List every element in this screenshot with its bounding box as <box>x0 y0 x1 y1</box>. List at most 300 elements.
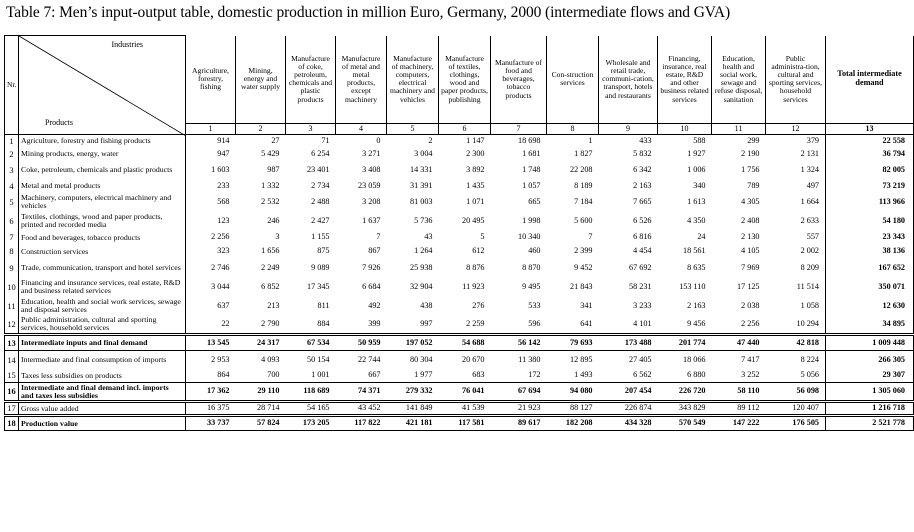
cell-value: 10 340 <box>517 232 541 242</box>
cell-value: 9 089 <box>311 262 330 272</box>
cell-value: 875 <box>317 246 330 256</box>
cell-value: 58 110 <box>712 383 766 402</box>
cell-value: 6 342 <box>633 164 652 174</box>
cell-value: 9 452 <box>574 262 593 272</box>
cell-value: 3 252 <box>741 370 760 380</box>
total-cell: 2 521 778 <box>826 416 914 431</box>
cell-value: 789 <box>747 180 760 190</box>
table-row <box>5 245 914 259</box>
cell-value: 884 <box>317 318 330 328</box>
cell-value: 557 <box>806 232 819 242</box>
total-cell: 36 794 <box>826 148 914 161</box>
column-number-12: 12 <box>766 124 826 135</box>
cell-value: 588 <box>693 135 706 145</box>
cell-value: 81 003 <box>409 196 433 206</box>
cell-value: 88 127 <box>547 402 599 416</box>
cell-value: 3 892 <box>466 164 485 174</box>
cell-value: 20 670 <box>439 351 491 370</box>
cell-value: 4 454 <box>633 246 652 256</box>
cell-value: 173 205 <box>286 416 336 431</box>
cell-value: 28 714 <box>236 402 286 416</box>
industries-label: Industries <box>111 40 143 49</box>
row-number: 3 <box>5 161 19 180</box>
cell-value: 568 <box>186 193 236 212</box>
row-number: 2 <box>5 148 19 161</box>
cell-value: 987 <box>267 164 280 174</box>
total-cell: 1 216 718 <box>826 402 914 416</box>
table-row <box>5 316 914 335</box>
cell-value: 4 105 <box>741 246 760 256</box>
cell-value: 27 405 <box>599 351 658 370</box>
column-header-13: Total intermediate demand <box>826 36 914 124</box>
nr-header: Nr. <box>5 36 19 135</box>
cell-value: 2 256 <box>741 318 760 328</box>
cell-value: 2 038 <box>741 300 760 310</box>
cell-value: 4 350 <box>687 215 706 225</box>
table-row <box>5 180 914 193</box>
cell-value: 8 189 <box>574 180 593 190</box>
column-number-3: 3 <box>286 124 336 135</box>
cell-value: 201 774 <box>658 335 712 351</box>
row-number: 6 <box>5 212 19 231</box>
cell-value: 434 328 <box>599 416 658 431</box>
cell-value: 16 375 <box>186 402 236 416</box>
cell-value: 1 998 <box>522 215 541 225</box>
column-number-7: 7 <box>491 124 547 135</box>
cell-value: 2 399 <box>574 246 593 256</box>
total-cell: 167 652 <box>826 259 914 278</box>
cell-value: 233 <box>186 180 236 193</box>
row-number: 17 <box>5 402 19 416</box>
cell-value: 7 926 <box>362 262 381 272</box>
row-number: 9 <box>5 259 19 278</box>
row-number: 13 <box>5 335 19 351</box>
cell-value: 6 684 <box>362 281 381 291</box>
cell-value: 42 818 <box>766 335 826 351</box>
column-header-7: Manufacture of food and beverages, tobacco products <box>491 36 547 124</box>
cell-value: 43 452 <box>336 402 387 416</box>
cell-value: 5 832 <box>633 148 652 158</box>
row-label: Intermediate and final consumption of imports <box>19 351 186 370</box>
cell-value: 3 208 <box>362 196 381 206</box>
cell-value: 1 493 <box>574 370 593 380</box>
cell-value: 3 044 <box>186 278 236 297</box>
cell-value: 54 165 <box>286 402 336 416</box>
cell-value: 18 066 <box>658 351 712 370</box>
column-header-12: Public administra-tion, cultural and sporting services, household services <box>766 36 826 124</box>
cell-value: 21 923 <box>491 402 547 416</box>
cell-value: 1 827 <box>574 148 593 158</box>
table-row <box>5 402 914 416</box>
cell-value: 18 698 <box>517 135 541 145</box>
cell-value: 5 056 <box>800 370 819 380</box>
cell-value: 2 953 <box>186 351 236 370</box>
cell-value: 120 407 <box>766 402 826 416</box>
cell-value: 570 549 <box>658 416 712 431</box>
cell-value: 276 <box>472 300 485 310</box>
cell-value: 6 816 <box>633 232 652 242</box>
cell-value: 7 <box>588 232 593 242</box>
cell-value: 197 052 <box>387 335 439 351</box>
column-number-5: 5 <box>387 124 439 135</box>
cell-value: 8 224 <box>766 351 826 370</box>
cell-value: 1 748 <box>522 164 541 174</box>
column-header-2: Mining, energy and water supply <box>236 36 286 124</box>
cell-value: 2 408 <box>741 215 760 225</box>
cell-value: 173 488 <box>599 335 658 351</box>
table-row <box>5 212 914 231</box>
cell-value: 340 <box>693 180 706 190</box>
row-number: 16 <box>5 383 19 402</box>
cell-value: 612 <box>472 246 485 256</box>
cell-value: 23 401 <box>306 164 330 174</box>
row-label: Trade, communication, transport and hotel services <box>19 259 186 278</box>
cell-value: 6 254 <box>311 148 330 158</box>
total-cell: 22 558 <box>826 135 914 148</box>
products-label: Products <box>45 118 73 128</box>
row-number: 10 <box>5 278 19 297</box>
table-row <box>5 383 914 402</box>
cell-value: 667 <box>368 370 381 380</box>
cell-value: 1 264 <box>414 246 433 256</box>
cell-value: 2 488 <box>311 196 330 206</box>
cell-value: 2 163 <box>687 300 706 310</box>
cell-value: 67 534 <box>286 335 336 351</box>
row-label: Gross value added <box>19 402 186 416</box>
cell-value: 71 <box>321 135 330 145</box>
total-cell: 23 343 <box>826 231 914 245</box>
cell-value: 33 737 <box>186 416 236 431</box>
cell-value: 1 656 <box>261 246 280 256</box>
total-cell: 38 136 <box>826 245 914 259</box>
table-title: Table 7: Men’s input-output table, domestic production in million Euro, Germany, 2000 (intermediate flows and GVA) <box>6 4 731 21</box>
row-label: Financing and insurance services, real estate, R&D and business related services <box>19 278 186 297</box>
row-number: 15 <box>5 370 19 383</box>
table-row <box>5 161 914 180</box>
column-header-8: Con-struction services <box>547 36 599 124</box>
cell-value: 47 440 <box>712 335 766 351</box>
cell-value: 13 545 <box>186 335 236 351</box>
cell-value: 123 <box>186 212 236 231</box>
cell-value: 2 427 <box>311 215 330 225</box>
cell-value: 172 <box>528 370 541 380</box>
cell-value: 2 734 <box>311 180 330 190</box>
cell-value: 43 <box>424 232 433 242</box>
table-row <box>5 278 914 297</box>
cell-value: 3 271 <box>362 148 381 158</box>
cell-value: 25 938 <box>409 262 433 272</box>
row-number: 5 <box>5 193 19 212</box>
cell-value: 323 <box>186 245 236 259</box>
cell-value: 8 876 <box>466 262 485 272</box>
cell-value: 3 004 <box>414 148 433 158</box>
column-number-10: 10 <box>658 124 712 135</box>
row-number: 1 <box>5 135 19 148</box>
cell-value: 5 736 <box>414 215 433 225</box>
cell-value: 182 208 <box>547 416 599 431</box>
cell-value: 41 539 <box>439 402 491 416</box>
cell-value: 7 969 <box>741 262 760 272</box>
cell-value: 1 664 <box>800 196 819 206</box>
cell-value: 2 633 <box>800 215 819 225</box>
row-label: Coke, petroleum, chemicals and plastic products <box>19 161 186 180</box>
cell-value: 6 880 <box>687 370 706 380</box>
cell-value: 1 071 <box>466 196 485 206</box>
cell-value: 492 <box>368 300 381 310</box>
total-cell: 350 071 <box>826 278 914 297</box>
diagonal-header-cell <box>19 36 186 135</box>
column-header-11: Education, health and social work, sewage and refuse disposal, sanitation <box>712 36 766 124</box>
cell-value: 14 331 <box>409 164 433 174</box>
column-number-2: 2 <box>236 124 286 135</box>
cell-value: 2 259 <box>466 318 485 328</box>
cell-value: 22 208 <box>569 164 593 174</box>
cell-value: 213 <box>267 300 280 310</box>
cell-value: 17 125 <box>736 281 760 291</box>
cell-value: 3 233 <box>633 300 652 310</box>
cell-value: 80 304 <box>387 351 439 370</box>
cell-value: 2 300 <box>466 148 485 158</box>
cell-value: 341 <box>580 300 593 310</box>
cell-value: 17 345 <box>306 281 330 291</box>
cell-value: 1 756 <box>741 164 760 174</box>
cell-value: 438 <box>420 300 433 310</box>
cell-value: 5 600 <box>574 215 593 225</box>
cell-value: 117 581 <box>439 416 491 431</box>
cell-value: 1 681 <box>522 148 541 158</box>
cell-value: 2 <box>428 135 433 145</box>
row-label: Public administration, cultural and sporting services, household services <box>19 316 186 335</box>
cell-value: 18 561 <box>682 246 706 256</box>
cell-value: 17 362 <box>186 383 236 402</box>
cell-value: 3 408 <box>362 164 381 174</box>
table-row <box>5 259 914 278</box>
cell-value: 1 977 <box>414 370 433 380</box>
cell-value: 1 057 <box>522 180 541 190</box>
cell-value: 460 <box>528 246 541 256</box>
cell-value: 811 <box>317 300 330 310</box>
row-label: Textiles, clothings, wood and paper products, printed and recorded media <box>19 212 186 231</box>
table-row <box>5 370 914 383</box>
cell-value: 4 101 <box>633 318 652 328</box>
cell-value: 2 532 <box>261 196 280 206</box>
cell-value: 147 222 <box>712 416 766 431</box>
cell-value: 1 637 <box>362 215 381 225</box>
cell-value: 1 613 <box>687 196 706 206</box>
row-label: Food and beverages, tobacco products <box>19 231 186 245</box>
cell-value: 4 305 <box>741 196 760 206</box>
row-number: 7 <box>5 231 19 245</box>
row-label: Metal and metal products <box>19 180 186 193</box>
cell-value: 21 843 <box>569 281 593 291</box>
cell-value: 433 <box>639 135 652 145</box>
cell-value: 1 927 <box>687 148 706 158</box>
column-number-8: 8 <box>547 124 599 135</box>
row-label: Intermediate inputs and final demand <box>19 335 186 351</box>
row-number: 12 <box>5 316 19 335</box>
cell-value: 2 790 <box>261 318 280 328</box>
column-number-4: 4 <box>336 124 387 135</box>
cell-value: 11 380 <box>491 351 547 370</box>
column-header-5: Manufacture of machinery, computers, electrical machinery and vehicles <box>387 36 439 124</box>
cell-value: 27 <box>271 135 280 145</box>
row-label: Agriculture, forestry and fishing products <box>19 135 186 148</box>
table-row <box>5 335 914 351</box>
cell-value: 2 190 <box>741 148 760 158</box>
total-cell: 54 180 <box>826 212 914 231</box>
cell-value: 947 <box>186 148 236 161</box>
header-row <box>5 36 914 124</box>
cell-value: 89 112 <box>712 402 766 416</box>
cell-value: 50 154 <box>286 351 336 370</box>
cell-value: 6 562 <box>633 370 652 380</box>
cell-value: 31 391 <box>409 180 433 190</box>
row-label: Mining products, energy, water <box>19 148 186 161</box>
cell-value: 2 256 <box>186 231 236 245</box>
row-number: 4 <box>5 180 19 193</box>
cell-value: 176 505 <box>766 416 826 431</box>
column-header-6: Manufacture of textiles, clothings, wood and paper products, publishing <box>439 36 491 124</box>
cell-value: 497 <box>806 180 819 190</box>
cell-value: 7 184 <box>574 196 593 206</box>
cell-value: 637 <box>186 297 236 316</box>
cell-value: 118 689 <box>286 383 336 402</box>
column-number-9: 9 <box>599 124 658 135</box>
cell-value: 399 <box>368 318 381 328</box>
cell-value: 54 688 <box>439 335 491 351</box>
cell-value: 7 665 <box>633 196 652 206</box>
cell-value: 74 371 <box>336 383 387 402</box>
column-number-13: 13 <box>826 124 914 135</box>
cell-value: 67 692 <box>628 262 652 272</box>
cell-value: 22 744 <box>336 351 387 370</box>
cell-value: 9 456 <box>687 318 706 328</box>
cell-value: 1 435 <box>466 180 485 190</box>
cell-value: 50 959 <box>336 335 387 351</box>
table-row <box>5 351 914 370</box>
cell-value: 665 <box>528 196 541 206</box>
row-number: 14 <box>5 351 19 370</box>
cell-value: 279 332 <box>387 383 439 402</box>
cell-value: 23 059 <box>357 180 381 190</box>
row-label: Intermediate and final demand incl. imports and taxes less subsidies <box>19 383 186 402</box>
cell-value: 343 829 <box>658 402 712 416</box>
cell-value: 914 <box>186 135 236 148</box>
table-row <box>5 416 914 431</box>
total-cell: 12 630 <box>826 297 914 316</box>
cell-value: 0 <box>376 135 381 145</box>
table-row <box>5 297 914 316</box>
total-cell: 266 305 <box>826 351 914 370</box>
cell-value: 79 693 <box>547 335 599 351</box>
cell-value: 2 002 <box>800 246 819 256</box>
table-row <box>5 148 914 161</box>
cell-value: 57 824 <box>236 416 286 431</box>
cell-value: 1 324 <box>800 164 819 174</box>
cell-value: 700 <box>267 370 280 380</box>
row-label: Education, health and social work services, sewage and disposal services <box>19 297 186 316</box>
row-number: 18 <box>5 416 19 431</box>
cell-value: 24 317 <box>236 335 286 351</box>
cell-value: 141 849 <box>387 402 439 416</box>
cell-value: 997 <box>420 318 433 328</box>
row-label: Machinery, computers, electrical machinery and vehicles <box>19 193 186 212</box>
cell-value: 22 <box>186 316 236 335</box>
cell-value: 10 294 <box>796 318 819 328</box>
cell-value: 56 098 <box>766 383 826 402</box>
cell-value: 226 720 <box>658 383 712 402</box>
total-cell: 1 305 060 <box>826 383 914 402</box>
cell-value: 8 870 <box>522 262 541 272</box>
cell-value: 6 852 <box>261 281 280 291</box>
row-label: Taxes less subsidies on products <box>19 370 186 383</box>
cell-value: 533 <box>528 300 541 310</box>
cell-value: 2 746 <box>186 259 236 278</box>
io-table <box>4 35 914 431</box>
column-header-10: Financing, insurance, real estate, R&D and other business related services <box>658 36 712 124</box>
cell-value: 2 130 <box>741 232 760 242</box>
cell-value: 864 <box>186 370 236 383</box>
cell-value: 421 181 <box>387 416 439 431</box>
cell-value: 641 <box>580 318 593 328</box>
cell-value: 67 694 <box>491 383 547 402</box>
cell-value: 11 923 <box>462 281 485 291</box>
column-header-1: Agriculture, forestry, fishing <box>186 36 236 124</box>
table-row <box>5 193 914 212</box>
table-row <box>5 135 914 148</box>
cell-value: 24 <box>697 232 706 242</box>
cell-value: 1 006 <box>687 164 706 174</box>
column-header-9: Wholesale and retail trade, communi-cation, transport, hotels and restaurants <box>599 36 658 124</box>
cell-value: 1 058 <box>800 300 819 310</box>
row-number: 11 <box>5 297 19 316</box>
cell-value: 207 454 <box>599 383 658 402</box>
total-cell: 29 307 <box>826 370 914 383</box>
cell-value: 7 <box>376 232 381 242</box>
cell-value: 8 635 <box>687 262 706 272</box>
cell-value: 94 080 <box>547 383 599 402</box>
column-number-1: 1 <box>186 124 236 135</box>
cell-value: 3 <box>275 232 280 242</box>
total-cell: 73 219 <box>826 180 914 193</box>
total-cell: 34 895 <box>826 316 914 335</box>
cell-value: 20 495 <box>461 215 485 225</box>
cell-value: 1 147 <box>466 135 485 145</box>
cell-value: 117 822 <box>336 416 387 431</box>
cell-value: 596 <box>528 318 541 328</box>
cell-value: 1 <box>588 135 593 145</box>
row-label: Construction services <box>19 245 186 259</box>
cell-value: 1 603 <box>186 161 236 180</box>
cell-value: 867 <box>368 246 381 256</box>
cell-value: 8 209 <box>800 262 819 272</box>
cell-value: 29 110 <box>236 383 286 402</box>
cell-value: 153 110 <box>679 281 706 291</box>
cell-value: 7 417 <box>712 351 766 370</box>
cell-value: 1 001 <box>311 370 330 380</box>
cell-value: 9 495 <box>522 281 541 291</box>
cell-value: 246 <box>267 215 280 225</box>
cell-value: 2 249 <box>261 262 280 272</box>
cell-value: 5 <box>480 232 485 242</box>
cell-value: 76 041 <box>439 383 491 402</box>
cell-value: 226 874 <box>599 402 658 416</box>
cell-value: 5 429 <box>261 148 280 158</box>
cell-value: 4 093 <box>236 351 286 370</box>
cell-value: 89 617 <box>491 416 547 431</box>
cell-value: 1 332 <box>261 180 280 190</box>
cell-value: 1 155 <box>311 232 330 242</box>
